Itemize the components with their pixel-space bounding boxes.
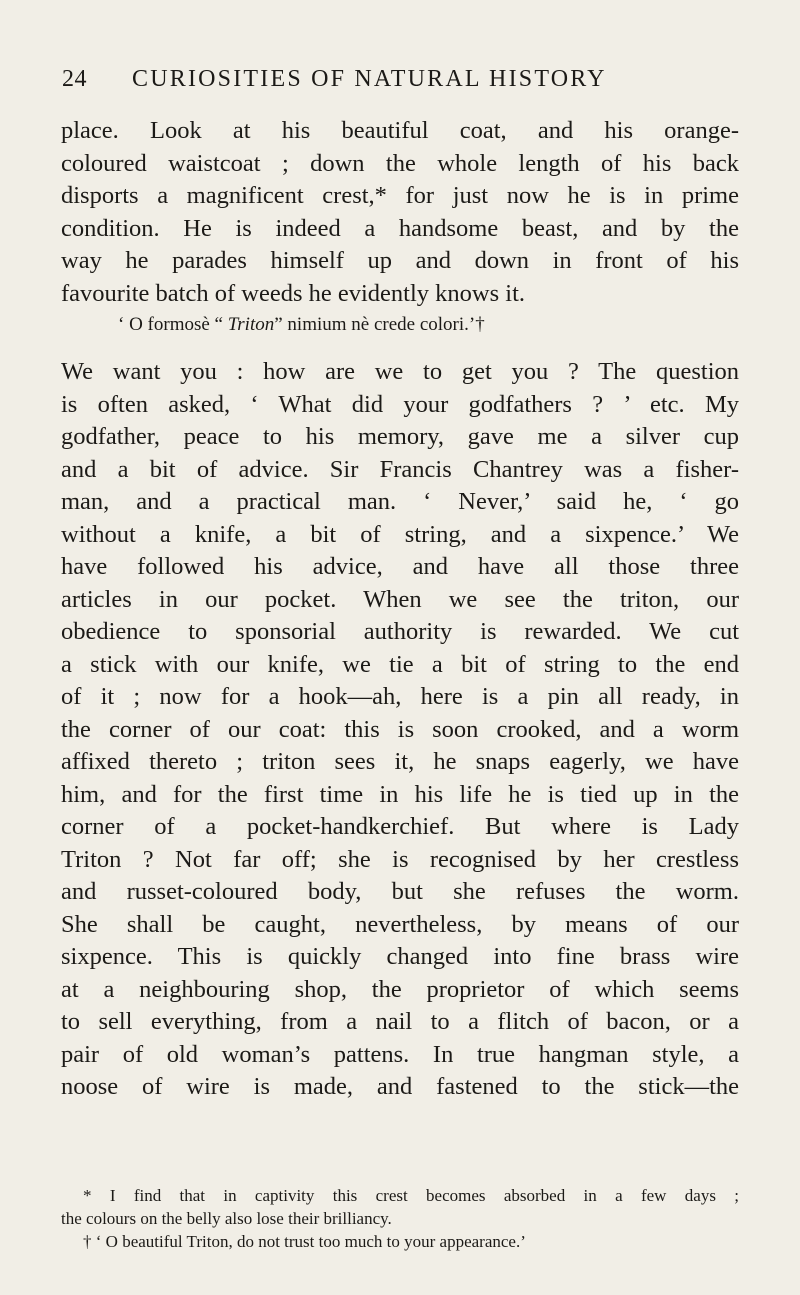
text-line: We want you : how are we to get you ? The question [61,358,739,385]
paragraph-2 [61,356,739,1104]
text-line: articles in our pocket. When we see the triton, our [61,585,739,613]
text-line: is often asked, ‘ What did your godfathers ? ’ etc. My [61,390,739,418]
paragraph-1 [61,115,739,310]
text-line: corner of a pocket-handkerchief. But where is Lady [61,813,739,840]
text-line: noose of wire is made, and fastened to the stick—the [61,1073,739,1100]
text-line: and a bit of advice. Sir Francis Chantrey was a fisher- [61,455,739,483]
quote-italic-word: Triton [227,314,275,335]
text-line: place. Look at his beautiful coat, and his orange- [61,117,739,144]
text-line: the corner of our coat: this is soon crooked, and a worm [61,715,739,743]
text-line: to sell everything, from a nail to a flitch of bacon, or a [61,1008,739,1035]
footnote-dagger: † ‘ O beautiful Triton, do not trust too much to your appearance.’ [83,1232,526,1251]
quote-text: ‘ O formosè “ [118,314,228,335]
running-title: CURIOSITIES OF NATURAL HISTORY [132,66,607,92]
latin-quotation [118,313,485,337]
page-header [62,66,762,98]
page-number: 24 [62,66,87,92]
text-line: man, and a practical man. ‘ Never,’ said he, ‘ go [61,488,739,515]
text-line: without a knife, a bit of string, and a sixpence.’ We [61,520,739,548]
text-line: way he parades himself up and down in front of his [61,247,739,274]
text-line: sixpence. This is quickly changed into fine brass wire [61,943,739,970]
text-line: and russet-coloured body, but she refuses the worm. [61,878,739,905]
text-line: of it ; now for a hook—ah, here is a pin all ready, in [61,683,739,710]
footnotes [61,1184,739,1253]
text-line: coloured waistcoat ; down the whole length of his back [61,149,739,177]
text-line: favourite batch of weeds he evidently knows it. [61,279,526,307]
text-line: disports a magnificent crest,* for just now he is in prime [61,182,739,209]
footnote-star: * I find that in captivity this crest becomes absorbed in a few days ; [83,1186,739,1205]
text-line: She shall be caught, nevertheless, by means of our [61,910,739,938]
text-line: affixed thereto ; triton sees it, he snaps eagerly, we have [61,748,739,775]
footnote-star-continued: the colours on the belly also lose their brilliancy. [61,1209,392,1228]
text-line: godfather, peace to his memory, gave me a silver cup [61,423,739,450]
text-line: pair of old woman’s pattens. In true hangman style, a [61,1040,739,1068]
text-line: have followed his advice, and have all those three [61,553,739,580]
text-line: obedience to sponsorial authority is rewarded. We cut [61,618,739,645]
text-line: a stick with our knife, we tie a bit of string to the end [61,650,739,678]
text-line: him, and for the first time in his life he is tied up in the [61,780,739,808]
text-line: condition. He is indeed a handsome beast, and by the [61,214,739,242]
text-line: Triton ? Not far off; she is recognised by her crestless [61,845,739,873]
text-line: at a neighbouring shop, the proprietor of which seems [61,975,739,1003]
quote-text: ” nimium nè crede colori.’† [274,314,485,335]
